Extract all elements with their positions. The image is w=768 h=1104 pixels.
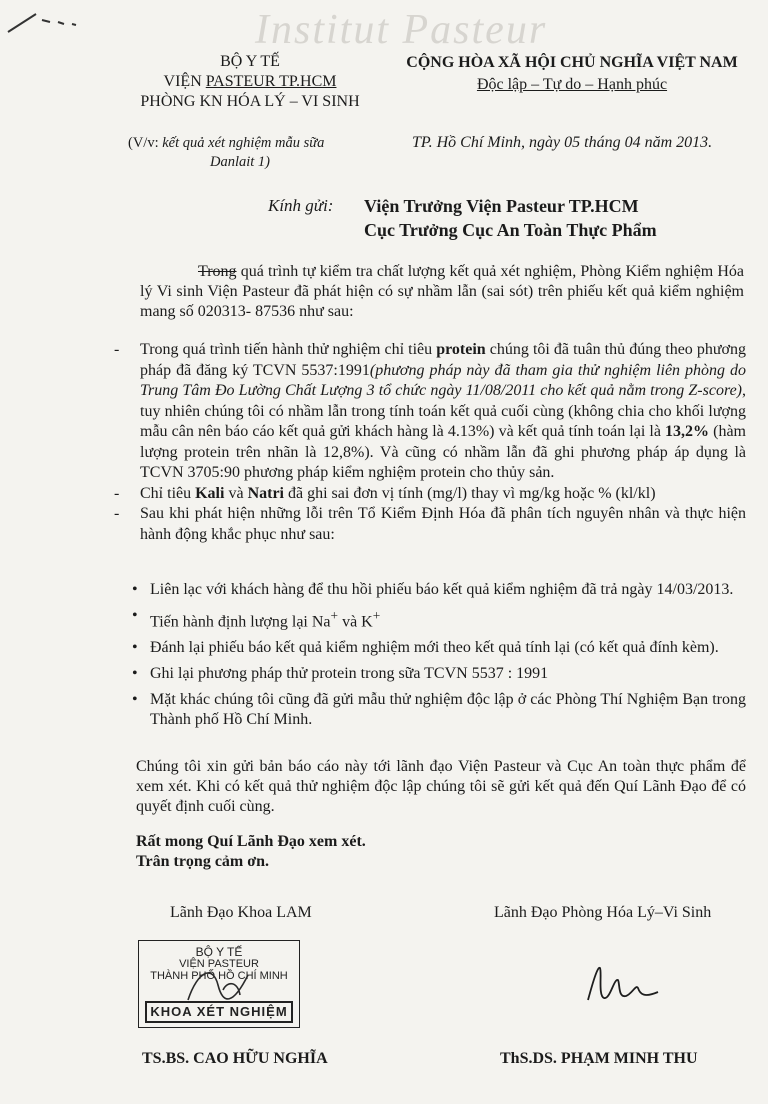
issue-protein: - Trong quá trình tiến hành thử nghiệm chỉ tiêu protein chúng tôi đã tuân thủ đúng theo phương pháp đã đăng ký TCVN 5537:1991(phương pháp này đã tham gia thử nghiệm liên phòng do Trung Tâm Đo Lường Chất Lượng 3 tổ chức ngày 11/08/2011 cho kết quả nằm trong Z-score), tuy nhiên chúng tôi có nhầm lẫn trong tính toán kết quả cuối cùng (không chia cho khối lượng mẫu cân nên báo cáo kết quả gửi khách hàng là 4.13%) và kết quả tính toán lại là 13,2% (hàm lượng protein trên nhãn là 12,8%). Và cũng có nhầm lẫn đã ghi phương pháp áp dụng là TCVN 3705:90 phương pháp kiểm nghiệm protein cho thủy sản.	[114, 341, 747, 481]
action-item: • Đánh lại phiếu báo kết quả kiểm nghiệm mới theo kết quả tính lại (có kết quả đính kèm).	[132, 639, 719, 657]
right-signer-name: ThS.DS. PHẠM MINH THU	[500, 1050, 698, 1067]
department-name: PHÒNG KN HÓA LÝ – VI SINH	[140, 93, 360, 110]
regards-block: Rất mong Quí Lãnh Đạo xem xét. Trân trọng cảm ơn.	[136, 833, 366, 870]
action-item: • Ghi lại phương pháp thử protein trong sữa TCVN 5537 : 1991	[132, 665, 549, 683]
recipient-item: Viện Trưởng Viện Pasteur TP.HCM	[364, 196, 639, 216]
corner-mark-icon	[6, 10, 96, 40]
watermark-logo: Institut Pasteur	[255, 7, 548, 53]
issue-list	[100, 340, 746, 545]
issue-corrective-action: - Sau khi phát hiện những lỗi trên Tổ Kiểm Định Hóa đã phân tích nguyên nhân và thực hiện hành động khắc phục như sau:	[114, 505, 746, 543]
institute-name: VIỆN PASTEUR TP.HCM	[163, 73, 337, 90]
action-item: • Mặt khác chúng tôi cũng đã gửi mẫu thử nghiệm độc lập ở các Phòng Thí Nghiệm Bạn trong Thành phố Hồ Chí Minh.	[132, 691, 746, 729]
closing-paragraph: Chúng tôi xin gửi bản báo cáo này tới lãnh đạo Viện Pasteur và Cục An toàn thực phẩm để xem xét. Khi có kết quả thử nghiệm độc lập chúng tôi sẽ gửi kết quả đến Quí Lãnh Đạo để có quyết định cuối cùng.	[136, 758, 746, 815]
right-signer-title: Lãnh Đạo Phòng Hóa Lý–Vi Sinh	[494, 904, 712, 921]
official-stamp: BỘ Y TẾ VIỆN PASTEUR THÀNH PHỐ HỒ CHÍ MINH KHOA XÉT NGHIỆM	[138, 940, 300, 1028]
action-list	[132, 580, 746, 736]
recipient-label: Kính gửi:	[268, 196, 334, 215]
action-item: • Tiến hành định lượng lại Na+ và K+	[132, 607, 381, 631]
action-item: • Liên lạc với khách hàng để thu hồi phiếu báo kết quả kiểm nghiệm đã trả ngày 14/03/2013.	[132, 581, 734, 598]
right-signature-icon	[580, 958, 690, 1008]
recipient-item: Cục Trưởng Cục An Toàn Thực Phẩm	[364, 220, 657, 240]
nation-title: CỘNG HÒA XÃ HỘI CHỦ NGHĨA VIỆT NAM	[406, 54, 738, 71]
document-date: TP. Hồ Chí Minh, ngày 05 tháng 04 năm 2013.	[412, 134, 713, 151]
issuer-header	[120, 52, 380, 112]
left-signer-title: Lãnh Đạo Khoa LAM	[170, 904, 312, 921]
national-header	[392, 52, 752, 96]
national-motto: Độc lập – Tự do – Hạnh phúc	[476, 76, 668, 93]
left-signer-name: TS.BS. CAO HỮU NGHĨA	[142, 1050, 328, 1067]
intro-paragraph: Trong quá trình tự kiểm tra chất lượng kết quả xét nghiệm, Phòng Kiểm nghiệm Hóa lý Vi sinh Viện Pasteur đã phát hiện có sự nhầm lẫn (sai sót) trên phiếu kết quả kiểm nghiệm mang số 020313- 87536 như sau:	[140, 263, 744, 320]
ministry-name: BỘ Y TẾ	[220, 53, 280, 70]
subject-line: (V/v: kết quả xét nghiệm mẫu sữa Danlait 1)	[128, 135, 325, 170]
issue-units: - Chỉ tiêu Kali và Natri đã ghi sai đơn vị tính (mg/l) thay vì mg/kg hoặc % (kl/kl)	[114, 484, 656, 502]
left-signature-icon	[178, 960, 268, 1010]
recipient-list	[364, 194, 657, 242]
